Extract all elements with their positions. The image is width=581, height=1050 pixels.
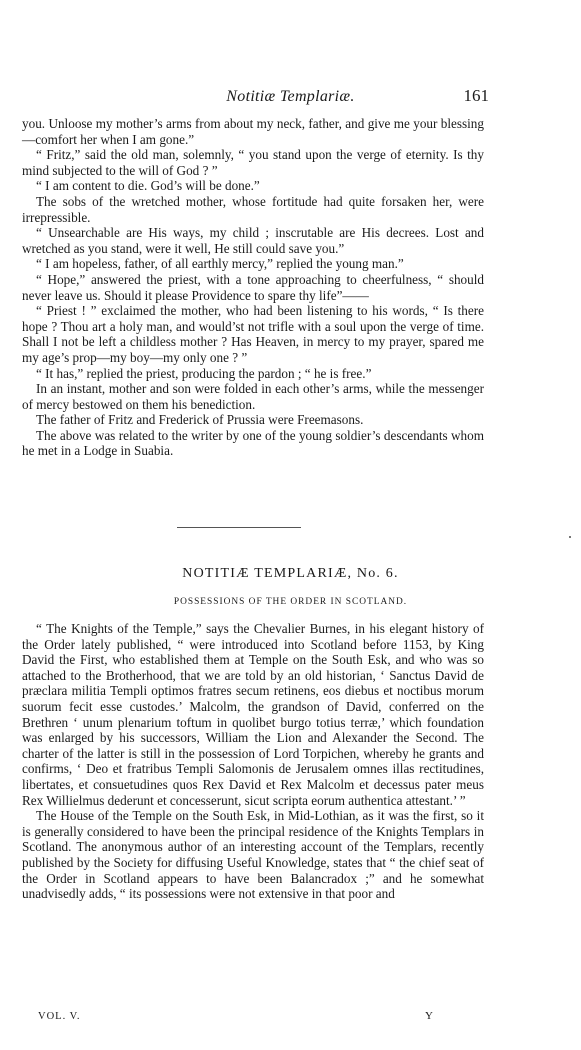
section-subtitle: POSSESSIONS OF THE ORDER IN SCOTLAND.: [173, 597, 408, 607]
story-paragraph: The above was related to the writer by one of the young soldier’s descendants whom he met in a Lodge in Suabia.: [22, 427, 484, 459]
story-paragraph: In an instant, mother and son were folded in each other’s arms, while the messenger of mercy bestowed on them his benediction.: [22, 381, 484, 412]
story-paragraph: “ I am hopeless, father, of all earthly mercy,” replied the young man.”: [36, 256, 404, 272]
story-paragraph: “ Unsearchable are His ways, my child ; inscrutable are His decrees. Lost and wretched as you stand, were it well, He still could save you.”: [22, 225, 484, 256]
section-paragraph: “ The Knights of the Temple,” says the Chevalier Burnes, in his elegant history of the Order lately published, “ were introduced into Scotland before 1153, by King David the First, who established them at Temple on the South Esk, and who was so attached to the Brotherhood, that we are told by an old historian, ‘ Sanctus David de præclara militia Templi optimos fratres secum retinens, eos diebus et noctibus morum suorum fecit esse custodes.’ Malcolm, the grandson of David, conferred on the Brethren ‘ unum plenarium toftum in quolibet burgo totius terræ,’ which foundation was enlarged by his successors, William the Lion and Alexander the Second. The charter of the latter is still in the possession of Lord Torpichen, whereby he grants and confirms, ‘ Deo et fratribus Templi Salomonis de Jerusalem omnes illas rectitudines, libertates, et consuetudines quos Rex David et Rex Malcolm et decessus pater meus Rex Willielmus dederunt et concesserunt, sicut scripta eorum authentica attestant.’ ”: [22, 621, 484, 808]
section-text: [22, 621, 484, 902]
margin-mark: [569, 536, 571, 538]
story-paragraph: The sobs of the wretched mother, whose fortitude had quite forsaken her, were irrepressible.: [22, 193, 484, 225]
story-text: [22, 116, 484, 459]
story-paragraph: The father of Fritz and Frederick of Prussia were Freemasons.: [36, 412, 364, 428]
section-divider: [177, 527, 301, 528]
page-number: 161: [463, 86, 489, 105]
story-paragraph: “ I am content to die. God’s will be done.”: [36, 178, 260, 194]
story-paragraph: “ Hope,” answered the priest, with a tone approaching to cheerfulness, “ should never leave us. Should it please Providence to spare thy life”——: [22, 271, 484, 303]
section-paragraph: The House of the Temple on the South Esk, in Mid-Lothian, as it was the first, so it is generally considered to have been the principal residence of the Knights Templars in Scotland. The anonymous author of an interesting account of the Templars, recently published by the Society for diffusing Useful Knowledge, states that “ the chief seat of the Order in Scotland appears to have been Balancradox ;” and he somewhat unadvisedly adds, “ its possessions were not extensive in that poor and: [22, 808, 484, 902]
running-head-title: Notitiæ Templariæ.: [226, 88, 355, 105]
volume-label: VOL. V.: [38, 1011, 81, 1022]
story-paragraph: “ Priest ! ” exclaimed the mother, who had been listening to his words, “ Is there hope ? Thou art a holy man, and would’st not trifle with a soul upon the verge of time. Shall I not be left a childless mother ? Has Heaven, in mercy to my prayer, spared me my age’s prop—my boy—my only one ? ”: [22, 303, 484, 365]
story-paragraph: “ It has,” replied the priest, producing the pardon ; “ he is free.”: [36, 365, 372, 381]
section-title: NOTITIÆ TEMPLARIÆ, No. 6.: [182, 566, 399, 581]
story-paragraph: you. Unloose my mother’s arms from about my neck, father, and give me your blessing—comfort her when I am gone.”: [22, 116, 484, 147]
signature-mark: Y: [425, 1010, 433, 1022]
story-paragraph: “ Fritz,” said the old man, solemnly, “ you stand upon the verge of eternity. Is thy mind subjected to the will of God ? ”: [22, 147, 484, 178]
